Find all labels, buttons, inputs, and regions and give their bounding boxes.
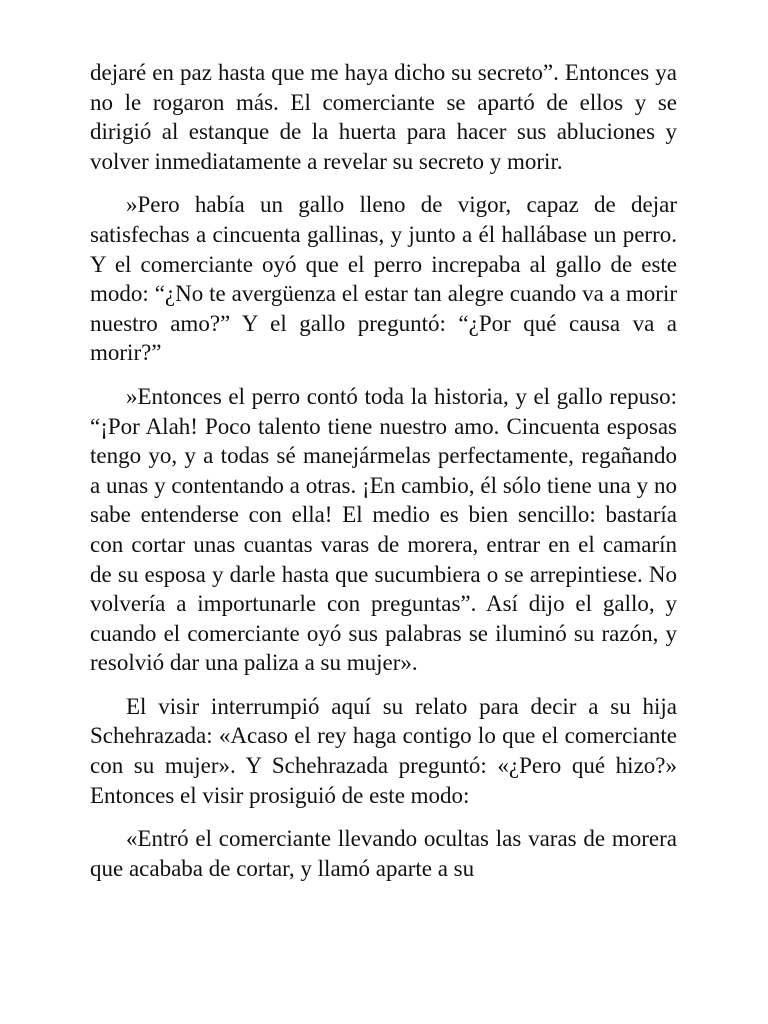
paragraph-1: dejaré en paz hasta que me haya dicho su secreto”. Entonces ya no le rogaron más. El comerciante se apartó de ellos y se dirigió al estanque de la huerta para hacer sus abluciones y volver inmediatamente a revelar su secreto y morir. xyxy=(90,60,677,174)
paragraph-3: »Entonces el perro contó toda la historia, y el gallo repuso: “¡Por Alah! Poco talento tiene nuestro amo. Cincuenta esposas tengo yo, y a todas sé manejármelas perfectamente, regañando a unas y contentando a otras. ¡En cambio, él sólo tiene una y no sabe entenderse con ella! El medio es bien sencillo: bastaría con cortar unas cuantas varas de morera, entrar en el camarín de su esposa y darle hasta que sucumbiera o se arrepintiese. No volvería a importunarle con preguntas”. Así dijo el gallo, y cuando el comerciante oyó sus palabras se iluminó su razón, y resolvió dar una paliza a su mujer». xyxy=(90,383,677,676)
document-page xyxy=(90,58,677,883)
paragraph-2: »Pero había un gallo lleno de vigor, capaz de dejar satisfechas a cincuenta gallinas, y junto a él hallábase un perro. Y el comerciante oyó que el perro increpaba al gallo de este modo: “¿No te avergüenza el estar tan alegre cuando va a morir nuestro amo?” Y el gallo preguntó: “¿Por qué causa va a morir?” xyxy=(90,192,677,366)
paragraph-5: «Entró el comerciante llevando ocultas las varas de morera que acababa de cortar, y llamó aparte a su xyxy=(90,826,677,881)
paragraph-4: El visir interrumpió aquí su relato para decir a su hija Schehrazada: «Acaso el rey haga contigo lo que el comerciante con su mujer». Y Schehrazada preguntó: «¿Pero qué hizo?» Entonces el visir prosiguió de este modo: xyxy=(90,693,677,808)
